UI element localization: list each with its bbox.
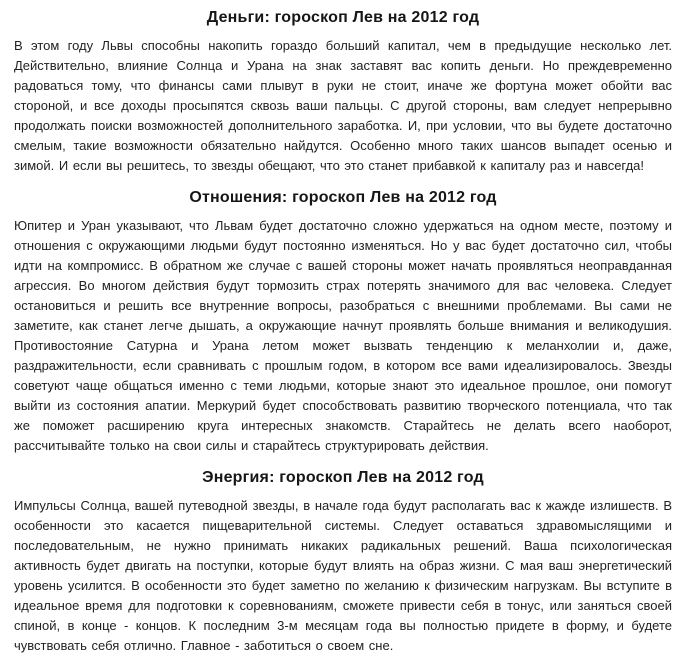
section-body-money: В этом году Львы способны накопить гораздо больший капитал, чем в предыдущие несколько лет. Действительно, влияние Солнца и Урана на знак заставят вас копить деньги. Но преждевременно радоваться тому, что финансы сами плывут в руки не стоит, иначе же фортуна может обойти вас стороной, и все доходы просыпятся сквозь ваши пальцы. С другой стороны, вам следует непрерывно продолжать поиски возможностей дополнительного заработка. И, при условии, что вы будете достаточно смелым, такие возможности обязательно найдутся. Особенно много таких шансов выпадет осенью и зимой. И если вы решитесь, то звезды обещают, что это станет прибавкой к капиталу раз и навсегда! [14, 38, 672, 173]
section-body-energy: Импульсы Солнца, вашей путеводной звезды, в начале года будут располагать вас к жажде излишеств. В особенности это касается пищеварительной системы. Следует оставаться здравомыслящими и последовательным, не нужно принимать никаких радикальных решений. Ваша психологическая активность будет двигать на поступки, которые будут влиять на образ жизни. С мая ваш энергетический уровень усилится. В особенности это будет заметно по желанию к физическим нагрузкам. Вы вступите в идеальное время для подготовки к соревнованиям, сможете привести себя в тонус, или заняться своей спиной, в конце - концов. К последним 3-м месяцам года вы полностью придете в форму, и будете чувствовать себя отлично. Главное - заботиться о своем сне. [14, 498, 672, 653]
section-heading-money: Деньги: гороскоп Лев на 2012 год [206, 9, 480, 26]
section-relationships [14, 188, 672, 456]
section-heading-energy: Энергия: гороскоп Лев на 2012 год [202, 469, 484, 486]
section-heading-relationships: Отношения: гороскоп Лев на 2012 год [189, 189, 497, 206]
section-energy [14, 468, 672, 656]
section-body-relationships: Юпитер и Уран указывают, что Львам будет достаточно сложно удержаться на одном месте, поэтому и отношения с окружающими людьми будут постоянно изменяться. Но у вас будет достаточно сил, чтобы идти на компромисс. В обратном же случае с вашей стороны может начать проявляться неоправданная агрессия. Во многом действия будут тормозить страх потерять значимого для вас человека. Следует остановиться и решить все внутренние вопросы, разобраться с внешними проблемами. Вы сами не заметите, как станет легче дышать, а окружающие начнут проявлять больше внимания и великодушия. Противостояние Сатурна и Урана летом может вызвать тенденцию к меланхолии и, даже, раздражительности, если сравнивать с прошлым годом, в котором все вами идеализировалось. Звезды советуют чаще общаться именно с теми людьми, которые знают это идеальное прошлое, они помогут выйти из состояния апатии. Меркурий будет способствовать развитию творческого потенциала, что так же поможет расширению круга интересных знакомств. Старайтесь не делать всего наоборот, рассчитывайте только на свои силы и старайтесь структурировать действия. [14, 218, 672, 453]
section-money [14, 8, 672, 176]
